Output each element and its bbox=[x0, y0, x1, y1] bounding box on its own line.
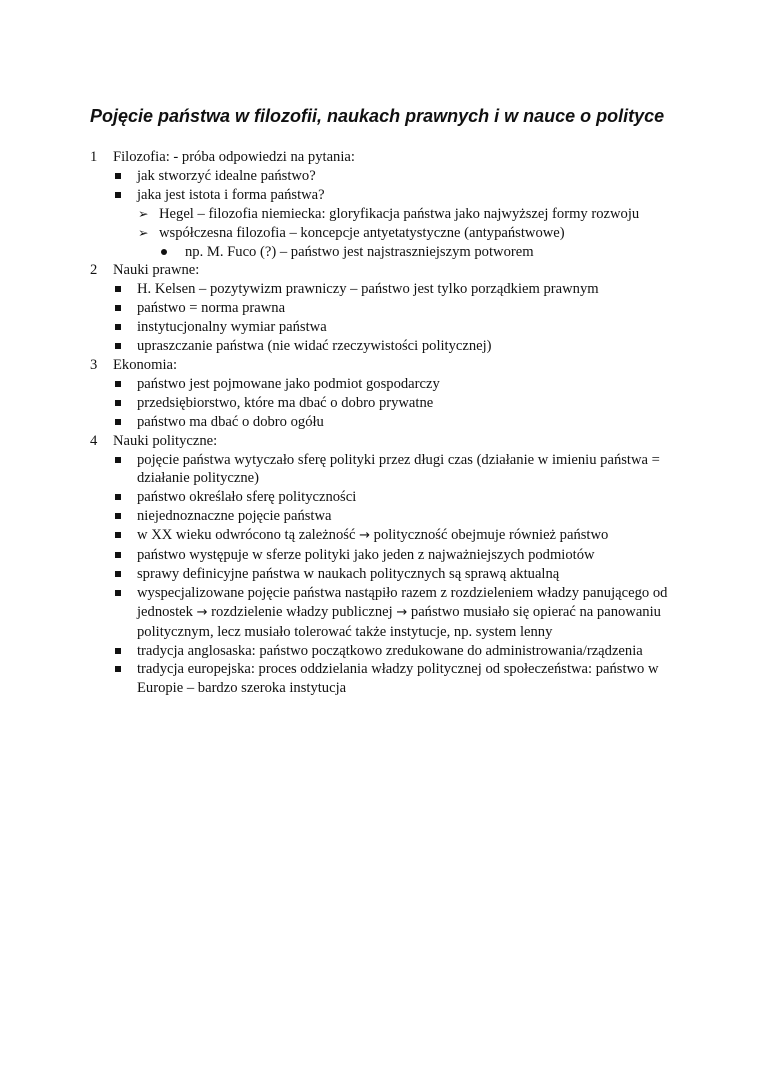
square-bullet-icon bbox=[115, 286, 121, 292]
section-title: Nauki prawne: bbox=[113, 262, 200, 279]
square-bullet-icon bbox=[115, 571, 121, 577]
square-bullet-icon bbox=[115, 324, 121, 330]
list-item: sprawy definicyjne państwa w naukach politycznych są sprawą aktualną bbox=[90, 565, 680, 584]
square-bullet-icon bbox=[115, 590, 121, 596]
square-bullet-icon bbox=[115, 343, 121, 349]
arrow-right-icon: → bbox=[196, 604, 208, 620]
square-bullet-icon bbox=[115, 457, 121, 463]
section-number: 4 bbox=[90, 432, 98, 449]
sub-list-item: ➢ Hegel – filozofia niemiecka: gloryfikacja państwa jako najwyższej formy rozwoju bbox=[138, 205, 640, 222]
list-item: tradycja anglosaska: państwo początkowo zredukowane do administrowania/rządzenia bbox=[90, 642, 680, 661]
square-bullet-icon bbox=[115, 552, 121, 558]
square-bullet-icon bbox=[115, 494, 121, 500]
list-item: jaka jest istota i forma państwa? bbox=[90, 186, 680, 205]
round-bullet-icon bbox=[161, 249, 167, 255]
document-title: Pojęcie państwa w filozofii, naukach prawnych i w nauce o polityce bbox=[90, 106, 665, 126]
list-item: państwo jest pojmowane jako podmiot gospodarczy bbox=[90, 375, 680, 394]
section-number: 2 bbox=[90, 262, 98, 279]
square-bullet-icon bbox=[115, 648, 121, 654]
section-title: Nauki polityczne: bbox=[113, 432, 218, 449]
list-item: niejednoznaczne pojęcie państwa bbox=[90, 507, 680, 526]
list-item: państwo występuje w sferze polityki jako jeden z najważniejszych podmiotów bbox=[90, 546, 680, 565]
section-heading bbox=[90, 148, 680, 167]
arrow-right-icon: → bbox=[396, 604, 408, 620]
square-bullet-icon bbox=[115, 173, 121, 179]
section-heading bbox=[90, 432, 680, 451]
list-item: państwo = norma prawna bbox=[90, 299, 680, 318]
list-item: tradycja europejska: proces oddzielania władzy politycznej od społeczeństwa: państwo w Europie – bardzo szeroka instytucja bbox=[90, 660, 680, 698]
square-bullet-icon bbox=[115, 666, 121, 672]
sub-list-item: ➢ współczesna filozofia – koncepcje antyetatystyczne (antypaństwowe) bbox=[138, 224, 565, 241]
square-bullet-icon bbox=[115, 192, 121, 198]
section-heading bbox=[90, 356, 680, 375]
section-title: Ekonomia: bbox=[113, 356, 178, 373]
square-bullet-icon bbox=[115, 532, 121, 538]
section-number: 1 bbox=[90, 149, 98, 165]
list-item: pojęcie państwa wytyczało sferę polityki przez długi czas (działanie w imieniu państwa = działanie polityczne) bbox=[90, 451, 680, 489]
list-item: w XX wieku odwrócono tą zależność → polityczność obejmuje również państwo bbox=[90, 526, 680, 546]
list-item: upraszczanie państwa (nie widać rzeczywistości politycznej) bbox=[90, 337, 680, 356]
list-item: instytucjonalny wymiar państwa bbox=[90, 318, 680, 337]
list-item: państwo ma dbać o dobro ogółu bbox=[90, 413, 680, 432]
list-item: jak stworzyć idealne państwo? bbox=[90, 167, 680, 186]
section-title: Filozofia: - próba odpowiedzi na pytania: bbox=[113, 149, 355, 165]
arrowhead-bullet-icon: ➢ bbox=[138, 224, 149, 240]
list-item: państwo określało sferę polityczności bbox=[90, 488, 680, 507]
square-bullet-icon bbox=[115, 400, 121, 406]
section-heading bbox=[90, 261, 680, 280]
square-bullet-icon bbox=[115, 381, 121, 387]
list-item: przedsiębiorstwo, które ma dbać o dobro prywatne bbox=[90, 394, 680, 413]
square-bullet-icon bbox=[115, 419, 121, 425]
arrow-right-icon: → bbox=[359, 528, 370, 544]
arrowhead-bullet-icon: ➢ bbox=[138, 205, 149, 221]
square-bullet-icon bbox=[115, 305, 121, 311]
section-number: 3 bbox=[90, 356, 98, 373]
list-item: H. Kelsen – pozytywizm prawniczy – państwo jest tylko porządkiem prawnym bbox=[90, 280, 680, 299]
list-item: wyspecjalizowane pojęcie państwa nastąpiło razem z rozdzieleniem władzy panującego od jednostek → rozdzielenie władzy publicznej → państwo musiało się opierać na panowaniu politycznym, lecz musiało tolerować także instytucje, np. system lenny bbox=[90, 584, 680, 642]
square-bullet-icon bbox=[115, 513, 121, 519]
sub-sub-list-item: np. M. Fuco (?) – państwo jest najstraszniejszym potworem bbox=[90, 243, 680, 262]
document-body bbox=[90, 148, 680, 698]
